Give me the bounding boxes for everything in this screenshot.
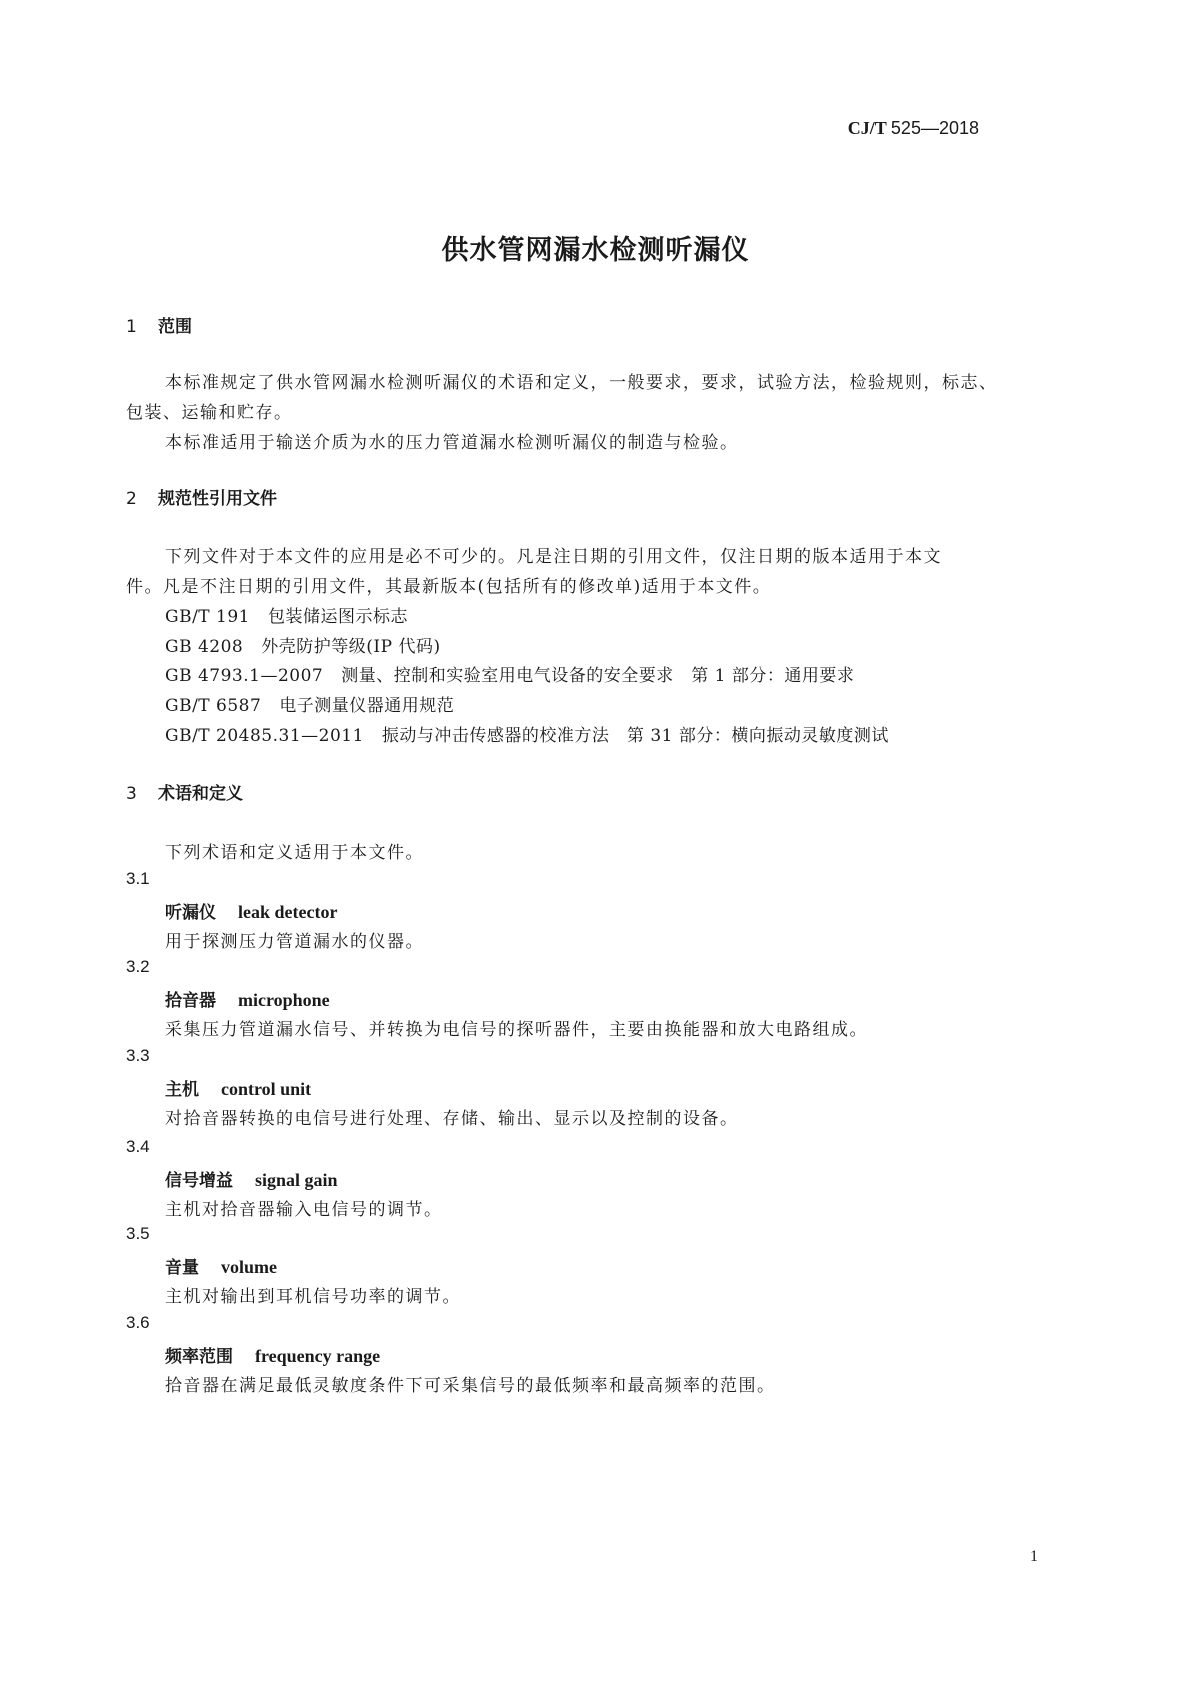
term-number: 3.2 [126,957,150,976]
standard-prefix: CJ/T [847,118,887,138]
section-number: 1 [126,317,137,337]
reference-code: GB/T 191 [165,607,250,627]
term-definition: 用于探测压力管道漏水的仪器。 [165,932,424,952]
reference-item [165,661,854,686]
paragraph-line: 包装、运输和贮存。 [126,403,293,423]
term-number: 3.6 [126,1313,150,1332]
reference-item [165,632,441,657]
term-en: frequency range [255,1346,381,1366]
term-zh: 信号增益 [165,1171,233,1191]
term-en: control unit [221,1079,312,1099]
page-number: 1 [1030,1548,1038,1565]
paragraph-line: 本标准适用于输送介质为水的压力管道漏水检测听漏仪的制造与检验。 [165,433,739,453]
reference-item [165,602,408,627]
standard-code [848,118,979,139]
section-1-heading [126,312,192,337]
document-title: 供水管网漏水检测听漏仪 [441,235,750,266]
reference-code: GB 4793.1—2007 [165,666,324,686]
term-en: leak detector [238,902,338,922]
term-zh: 频率范围 [165,1347,233,1367]
term-heading [165,1342,380,1367]
reference-code: GB/T 6587 [165,696,262,716]
section-number: 2 [126,489,137,509]
section-title: 术语和定义 [158,784,243,804]
section-3-heading [126,779,243,804]
term-definition: 主机对输出到耳机信号功率的调节。 [165,1287,461,1307]
term-zh: 音量 [165,1258,199,1278]
term-en: microphone [238,990,330,1010]
reference-title: 包装储运图示标志 [268,607,408,627]
reference-title: 电子测量仪器通用规范 [279,696,455,716]
term-zh: 拾音器 [165,991,216,1011]
term-heading [165,1166,338,1191]
term-heading [165,986,330,1011]
standard-number: 525—2018 [890,118,979,138]
section-2-heading [126,484,277,509]
term-zh: 主机 [165,1080,199,1100]
term-definition: 对拾音器转换的电信号进行处理、存储、输出、显示以及控制的设备。 [165,1109,739,1129]
paragraph-line: 下列术语和定义适用于本文件。 [165,843,424,863]
term-number: 3.3 [126,1046,150,1065]
term-heading [165,898,337,923]
reference-title: 测量、控制和实验室用电气设备的安全要求 第 1 部分：通用要求 [341,666,855,686]
term-number: 3.5 [126,1224,150,1243]
reference-code: GB/T 20485.31—2011 [165,726,364,746]
section-number: 3 [126,784,137,804]
reference-item [165,721,889,746]
term-heading [165,1075,311,1100]
term-heading [165,1253,277,1278]
paragraph-line: 件。凡是不注日期的引用文件，其最新版本(包括所有的修改单)适用于本文件。 [126,577,772,597]
reference-title: 外壳防护等级(IP 代码) [261,637,441,657]
reference-item [165,691,454,716]
reference-title: 振动与冲击传感器的校准方法 第 31 部分：横向振动灵敏度测试 [381,726,889,746]
term-en: signal gain [255,1170,338,1190]
term-number: 3.1 [126,869,150,888]
term-definition: 主机对拾音器输入电信号的调节。 [165,1200,443,1220]
term-definition: 拾音器在满足最低灵敏度条件下可采集信号的最低频率和最高频率的范围。 [165,1376,776,1396]
term-definition: 采集压力管道漏水信号、并转换为电信号的探听器件，主要由换能器和放大电路组成。 [165,1020,868,1040]
term-number: 3.4 [126,1137,150,1156]
reference-code: GB 4208 [165,637,244,657]
paragraph-line: 下列文件对于本文件的应用是必不可少的。凡是注日期的引用文件，仅注日期的版本适用于本文 [165,547,942,567]
paragraph-line: 本标准规定了供水管网漏水检测听漏仪的术语和定义，一般要求，要求，试验方法，检验规则，标志、 [165,373,998,393]
section-title: 范围 [158,317,192,337]
term-zh: 听漏仪 [165,903,216,923]
section-title: 规范性引用文件 [158,489,277,509]
term-en: volume [221,1257,277,1277]
